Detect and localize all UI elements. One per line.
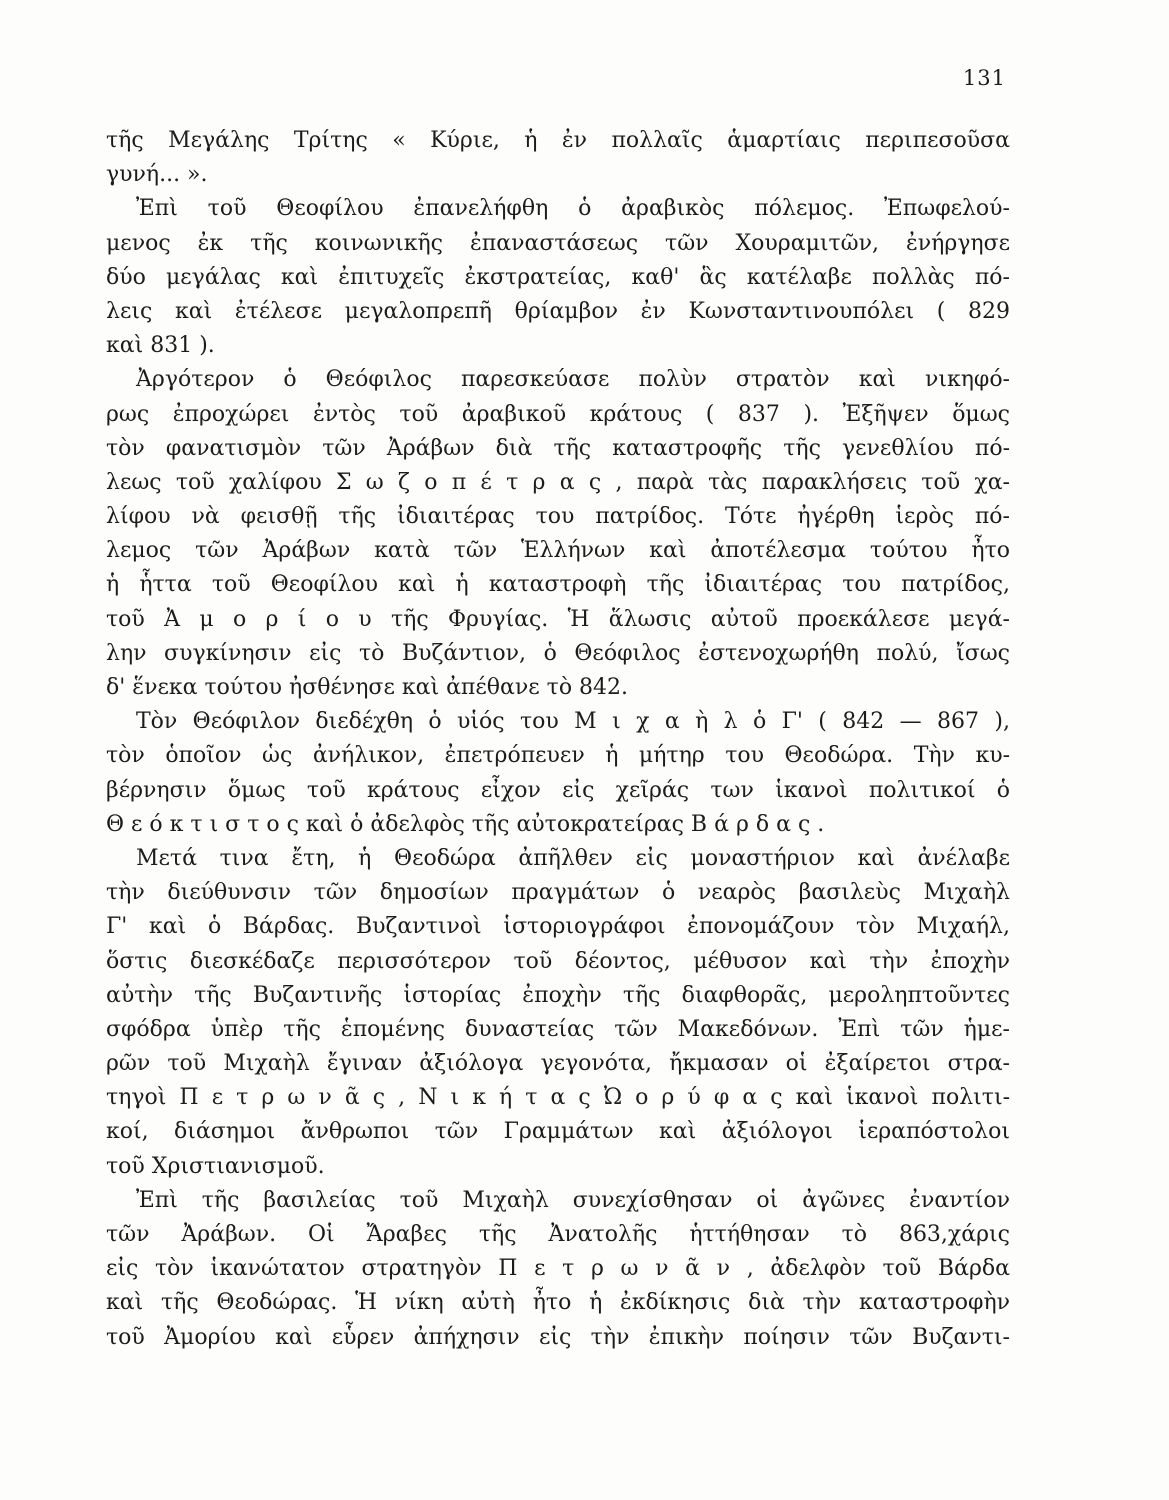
text-line: λίφου νὰ φεισθῇ τῆς ἰδιαιτέρας του πατρίδος. Τότε ἠγέρθη ἱερὸς πό-	[106, 504, 1010, 530]
text-line: λεμος τῶν Ἀράβων κατὰ τῶν Ἑλλήνων καὶ ἀποτέλεσμα τούτου ἦτο	[106, 538, 1010, 564]
text-line: λεις καὶ ἐτέλεσε μεγαλοπρεπῆ θρίαμβον ἐν Κωνσταντινουπόλει ( 829	[106, 298, 1010, 324]
text-line: Μετά τινα ἔτη, ἡ Θεοδώρα ἀπῆλθεν εἰς μοναστήριον καὶ ἀνέλαβε	[136, 845, 1010, 871]
text-line: Ἀργότερον ὁ Θεόφιλος παρεσκεύασε πολὺν στρατὸν καὶ νικηφό-	[136, 367, 1010, 393]
text-line: αὐτὴν τῆς Βυζαντινῆς ἱστορίας ἐποχὴν τῆς διαφθορᾶς, μεροληπτοῦντες	[106, 982, 1010, 1008]
text-line: μενος ἐκ τῆς κοινωνικῆς ἐπαναστάσεως τῶν Χουραμιτῶν, ἐνήργησε	[106, 230, 1010, 256]
text-line: ἡ ἧττα τοῦ Θεοφίλου καὶ ἡ καταστροφὴ τῆς ἰδιαιτέρας του πατρίδος,	[106, 572, 1010, 598]
text-line: Ἐπὶ τοῦ Θεοφίλου ἐπανελήφθη ὁ ἀραβικὸς πόλεμος. Ἐπωφελού-	[136, 196, 1010, 222]
text-line: τὸν ὁποῖον ὡς ἀνήλικον, ἐπετρόπευεν ἡ μήτηρ του Θεοδώρα. Τὴν κυ-	[106, 743, 1010, 769]
text-line: Γ' καὶ ὁ Βάρδας. Βυζαντινοὶ ἱστοριογράφοι ἐπονομάζουν τὸν Μιχαήλ,	[106, 914, 1010, 940]
text-line: δύο μεγάλας καὶ ἐπιτυχεῖς ἐκστρατείας, καθ' ἃς κατέλαβε πολλὰς πό-	[106, 264, 1010, 290]
text-line: λεως τοῦ χαλίφου Σ ω ζ ο π έ τ ρ α ς , παρὰ τὰς παρακλήσεις τοῦ χα-	[106, 469, 1010, 495]
text-line: βέρνησιν ὅμως τοῦ κράτους εἶχον εἰς χεῖράς των ἱκανοὶ πολιτικοί ὁ	[106, 777, 1010, 803]
text-line: ρῶν τοῦ Μιχαὴλ ἔγιναν ἀξιόλογα γεγονότα, ἤκμασαν οἱ ἐξαίρετοι στρα-	[106, 1051, 1010, 1077]
text-line: τοῦ Ἀμορίου καὶ εὗρεν ἀπήχησιν εἰς τὴν ἐπικὴν ποίησιν τῶν Βυζαντι-	[106, 1324, 1010, 1350]
text-line: τηγοὶ Π ε τ ρ ω ν ᾶ ς , Ν ι κ ή τ α ς Ὠ ο ρ ύ φ α ς καὶ ἱκανοὶ πολιτι-	[106, 1085, 1010, 1111]
text-line: τῶν Ἀράβων. Οἱ Ἄραβες τῆς Ἀνατολῆς ἡττήθησαν τὸ 863,χάρις	[106, 1222, 1010, 1247]
text-line: σφόδρα ὑπὲρ τῆς ἑπομένης δυναστείας τῶν Μακεδόνων. Ἐπὶ τῶν ἡμε-	[106, 1016, 1010, 1042]
text-line: Ἐπὶ τῆς βασιλείας τοῦ Μιχαὴλ συνεχίσθησαν οἱ ἀγῶνες ἐναντίον	[136, 1187, 1010, 1213]
text-line: Θ ε ό κ τ ι σ τ ο ς καὶ ὁ ἀδελφὸς τῆς αὐτοκρατείρας Β ά ρ δ α ς .	[106, 811, 825, 837]
text-line: λην συγκίνησιν εἰς τὸ Βυζάντιον, ὁ Θεόφιλος ἐστενοχωρήθη πολύ, ἴσως	[106, 640, 1010, 666]
text-line: καὶ 831 ).	[106, 333, 215, 359]
text-line: καὶ τῆς Θεοδώρας. Ἡ νίκη αὐτὴ ἦτο ἡ ἐκδίκησις διὰ τὴν καταστροφὴν	[106, 1290, 1010, 1316]
text-line: τὸν φανατισμὸν τῶν Ἀράβων διὰ τῆς καταστροφῆς τῆς γενεθλίου πό-	[106, 435, 1010, 461]
text-line: τοῦ Χριστιανισμοῦ.	[106, 1153, 325, 1179]
text-line: τοῦ Ἀ μ ο ρ ί ο υ τῆς Φρυγίας. Ἡ ἅλωσις αὐτοῦ προεκάλεσε μεγά-	[106, 606, 1010, 632]
text-line: Τὸν Θεόφιλον διεδέχθη ὁ υἱός του Μ ι χ α ὴ λ ὁ Γ' ( 842 — 867 ),	[136, 709, 1010, 735]
text-line: ρως ἐπροχώρει ἐντὸς τοῦ ἀραβικοῦ κράτους ( 837 ). Ἐξῆψεν ὅμως	[106, 401, 1010, 427]
text-line: κοί, διάσημοι ἄνθρωποι τῶν Γραμμάτων καὶ ἀξιόλογοι ἱεραπόστολοι	[106, 1119, 1010, 1145]
body-text	[106, 124, 1010, 1355]
text-line: ὅστις διεσκέδαζε περισσότερον τοῦ δέοντος, μέθυσον καὶ τὴν ἐποχὴν	[106, 948, 1010, 974]
text-line: τὴν διεύθυνσιν τῶν δημοσίων πραγμάτων ὁ νεαρὸς βασιλεὺς Μιχαὴλ	[106, 880, 1010, 906]
text-line: τῆς Μεγάλης Τρίτης « Κύριε, ἡ ἐν πολλαῖς ἁμαρτίαις περιπεσοῦσα	[106, 128, 1010, 153]
text-line: γυνή... ».	[106, 162, 208, 188]
text-line: εἰς τὸν ἱκανώτατον στρατηγὸν Π ε τ ρ ω ν ᾶ ν , ἀδελφὸν τοῦ Βάρδα	[106, 1256, 1010, 1282]
text-line: δ' ἕνεκα τούτου ἠσθένησε καὶ ἀπέθανε τὸ 842.	[106, 675, 629, 700]
page-number: 131	[962, 66, 1006, 90]
